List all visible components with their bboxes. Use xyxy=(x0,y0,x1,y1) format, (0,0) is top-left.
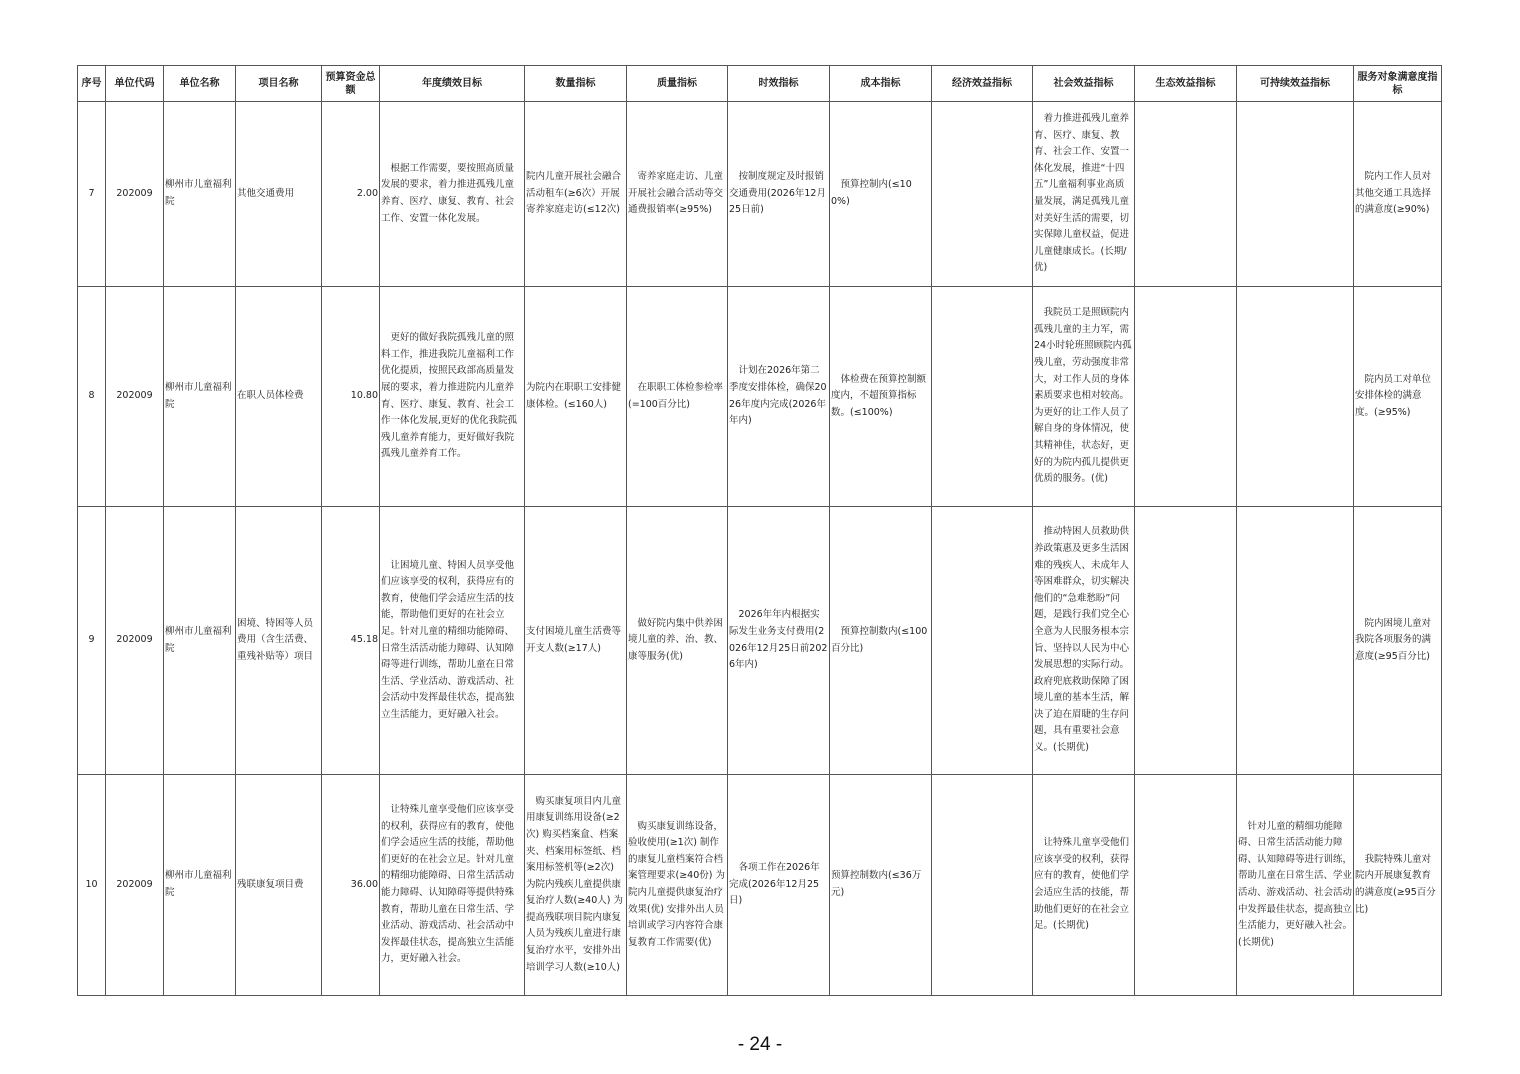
budget-amount: 36.00 xyxy=(322,775,380,996)
economic-indicator xyxy=(932,287,1033,507)
unit-code: 202009 xyxy=(106,775,164,996)
ecological-indicator xyxy=(1135,102,1237,287)
quantity-indicator: 院内儿童开展社会融合活动租车(≥6次）开展寄养家庭走访(≤12次) xyxy=(525,102,627,287)
timeliness-indicator: 2026年年内根据实际发生业务支付费用(2026年12月25日前2026年内) xyxy=(728,507,830,775)
budget-amount: 2.00 xyxy=(322,102,380,287)
sustainable-indicator xyxy=(1237,287,1354,507)
header-row xyxy=(78,66,1442,102)
header-cell: 单位名称 xyxy=(164,66,236,102)
header-cell: 序号 xyxy=(78,66,106,102)
header-cell: 成本指标 xyxy=(830,66,932,102)
quantity-indicator: 购买康复项目内儿童用康复训练用设备(≥2次) 购买档案盒、档案夹、档案用标签纸、档案用标签机等(≥2次) 为院内残疾儿童提供康复治疗人数(≥40人) 为提高残联项目院内康复人员为残疾儿童进行康复治疗水平，安排外出培训学习人数(≥10人) xyxy=(525,775,627,996)
satisfaction-indicator: 院内工作人员对其他交通工具选择的满意度(≥90%) xyxy=(1354,102,1442,287)
quality-indicator: 在职职工体检参检率(=100百分比) xyxy=(627,287,728,507)
project-name: 困境、特困等人员费用（含生活费、重残补贴等）项目 xyxy=(236,507,322,775)
unit-name: 柳州市儿童福利院 xyxy=(164,775,236,996)
unit-code: 202009 xyxy=(106,102,164,287)
header-cell: 可持续效益指标 xyxy=(1237,66,1354,102)
row-number: 10 xyxy=(78,775,106,996)
quantity-indicator: 为院内在职职工安排健康体检。(≤160人) xyxy=(525,287,627,507)
timeliness-indicator: 各项工作在2026年完成(2026年12月25日) xyxy=(728,775,830,996)
table-row xyxy=(78,102,1442,287)
satisfaction-indicator: 院内困境儿童对我院各项服务的满意度(≥95百分比) xyxy=(1354,507,1442,775)
budget-amount: 10.80 xyxy=(322,287,380,507)
economic-indicator xyxy=(932,102,1033,287)
social-indicator: 我院员工是照顾院内孤残儿童的主力军，需24小时轮班照顾院内孤残儿童，劳动强度非常大，对工作人员的身体素质要求也相对较高。为更好的让工作人员了解自身的身体情况，使其精神佳，状态好，更好的为院内孤儿提供更优质的服务。(优) xyxy=(1033,287,1135,507)
timeliness-indicator: 按制度规定及时报销交通费用(2026年12月25日前) xyxy=(728,102,830,287)
quality-indicator: 做好院内集中供养困境儿童的养、治、教、康等服务(优) xyxy=(627,507,728,775)
unit-code: 202009 xyxy=(106,507,164,775)
sustainable-indicator: 针对儿童的精细功能障碍、日常生活活动能力障碍、认知障碍等进行训练，帮助儿童在日常生活、学业活动、游戏活动、社会活动中发挥最佳状态，提高独立生活能力，更好融入社会。(长期优) xyxy=(1237,775,1354,996)
quantity-indicator: 支付困境儿童生活费等开支人数(≥17人) xyxy=(525,507,627,775)
row-number: 8 xyxy=(78,287,106,507)
budget-amount: 45.18 xyxy=(322,507,380,775)
row-number: 7 xyxy=(78,102,106,287)
unit-name: 柳州市儿童福利院 xyxy=(164,507,236,775)
sustainable-indicator xyxy=(1237,102,1354,287)
timeliness-indicator: 计划在2026年第二季度安排体检，确保2026年度内完成(2026年年内) xyxy=(728,287,830,507)
header-cell: 预算资金总额 xyxy=(322,66,380,102)
header-cell: 时效指标 xyxy=(728,66,830,102)
quality-indicator: 购买康复训练设备，验收使用(≥1次) 制作的康复儿童档案符合档案管理要求(≥40份) 为院内儿童提供康复治疗效果(优) 安排外出人员培训或学习内容符合康复教育工作需要(优) xyxy=(627,775,728,996)
social-indicator: 着力推进孤残儿童养育、医疗、康复、教育、社会工作、安置一体化发展，推进“十四五”儿童福利事业高质量发展，满足孤残儿童对美好生活的需要，切实保障儿童权益，促进儿童健康成长。(长期/优) xyxy=(1033,102,1135,287)
project-name: 在职人员体检费 xyxy=(236,287,322,507)
table-row xyxy=(78,775,1442,996)
unit-code: 202009 xyxy=(106,287,164,507)
unit-name: 柳州市儿童福利院 xyxy=(164,102,236,287)
quality-indicator: 寄养家庭走访、儿童开展社会融合活动等交通费报销率(≥95%) xyxy=(627,102,728,287)
cost-indicator: 体检费在预算控制额度内，不超预算指标数。(≤100%) xyxy=(830,287,932,507)
economic-indicator xyxy=(932,507,1033,775)
header-cell: 年度绩效目标 xyxy=(380,66,525,102)
economic-indicator xyxy=(932,775,1033,996)
project-name: 其他交通费用 xyxy=(236,102,322,287)
table-row xyxy=(78,507,1442,775)
ecological-indicator xyxy=(1135,507,1237,775)
social-indicator: 推动特困人员救助供养政策惠及更多生活困难的残疾人、未成年人等困难群众，切实解决他们的“急难愁盼”问题，是践行我们党全心全意为人民服务根本宗旨、坚持以人民为中心发展思想的实际行动。政府兜底救助保障了困境儿童的基本生活，解决了迫在眉睫的生存问题，具有重要社会意义。(长期优) xyxy=(1033,507,1135,775)
header-cell: 质量指标 xyxy=(627,66,728,102)
header-cell: 数量指标 xyxy=(525,66,627,102)
annual-goal: 让困境儿童、特困人员享受他们应该享受的权利，获得应有的教育，使他们学会适应生活的技能，帮助他们更好的在社会立足。针对儿童的精细功能障碍、日常生活活动能力障碍、认知障碍等进行训练，帮助儿童在日常生活、学业活动、游戏活动、社会活动中发挥最佳状态，提高独立生活能力，更好融入社会。 xyxy=(380,507,525,775)
header-cell: 单位代码 xyxy=(106,66,164,102)
header-cell: 生态效益指标 xyxy=(1135,66,1237,102)
ecological-indicator xyxy=(1135,775,1237,996)
performance-table xyxy=(77,65,1442,996)
header-cell: 社会效益指标 xyxy=(1033,66,1135,102)
project-name: 残联康复项目费 xyxy=(236,775,322,996)
annual-goal: 让特殊儿童享受他们应该享受的权利，获得应有的教育，使他们学会适应生活的技能，帮助他们更好的在社会立足。针对儿童的精细功能障碍、日常生活活动能力障碍、认知障碍等提供特殊教育，帮助儿童在日常生活、学业活动、游戏活动、社会活动中发挥最佳状态，提高独立生活能力，更好融入社会。 xyxy=(380,775,525,996)
cost-indicator: 预算控制内(≤100%) xyxy=(830,102,932,287)
cost-indicator: 预算控制数内(≤36万元) xyxy=(830,775,932,996)
satisfaction-indicator: 我院特殊儿童对院内开展康复教育的满意度(≥95百分比) xyxy=(1354,775,1442,996)
unit-name: 柳州市儿童福利院 xyxy=(164,287,236,507)
header-cell: 项目名称 xyxy=(236,66,322,102)
page-number: - 24 - xyxy=(737,1034,783,1055)
sustainable-indicator xyxy=(1237,507,1354,775)
table-row xyxy=(78,287,1442,507)
satisfaction-indicator: 院内员工对单位安排体检的满意度。(≥95%) xyxy=(1354,287,1442,507)
social-indicator: 让特殊儿童享受他们应该享受的权利，获得应有的教育，使他们学会适应生活的技能，帮助他们更好的在社会立足。(长期优) xyxy=(1033,775,1135,996)
annual-goal: 更好的做好我院孤残儿童的照料工作，推进我院儿童福利工作优化提质，按照民政部高质量发展的要求，着力推进院内儿童养育、医疗、康复、教育、社会工作一体化发展,更好的优化我院孤残儿童养育能力，更好做好我院孤残儿童养育工作。 xyxy=(380,287,525,507)
row-number: 9 xyxy=(78,507,106,775)
annual-goal: 根据工作需要，要按照高质量发展的要求，着力推进孤残儿童养育、医疗、康复、教育、社会工作、安置一体化发展。 xyxy=(380,102,525,287)
cost-indicator: 预算控制数内(≤100百分比) xyxy=(830,507,932,775)
header-cell: 服务对象满意度指标 xyxy=(1354,66,1442,102)
ecological-indicator xyxy=(1135,287,1237,507)
header-cell: 经济效益指标 xyxy=(932,66,1033,102)
